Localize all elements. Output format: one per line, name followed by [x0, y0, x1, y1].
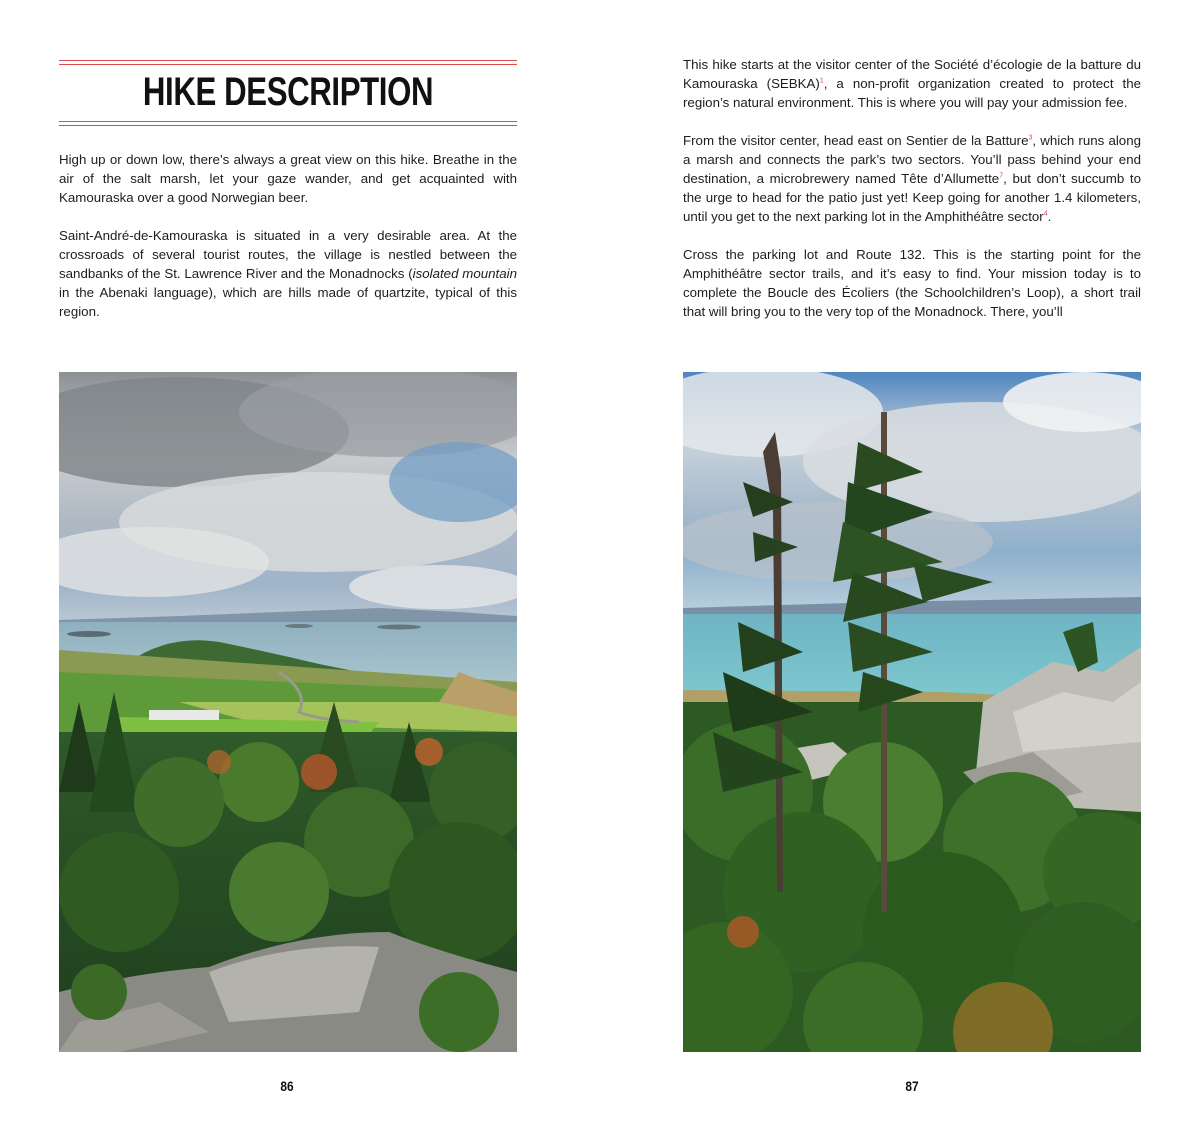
page-number-right: 87: [905, 1078, 919, 1094]
footnote-marker: 4: [1043, 210, 1048, 218]
route-text-d: .: [1047, 209, 1052, 224]
title-rule-bottom-1: [59, 121, 517, 122]
footnote-marker: 3: [1028, 134, 1033, 142]
village-text-b: in the Abenaki language), which are hills made of quartzite, typical of this region.: [59, 285, 517, 319]
left-body-text: [59, 150, 517, 340]
route-text-b: , which runs along a marsh and connects the park’s two sectors. You’ll pass behind your end destination, a microbrewery named Tête d’Allumette: [683, 133, 1141, 186]
visitor-center-paragraph: [683, 55, 1141, 112]
village-text-a: Saint-André-de-Kamouraska is situated in a very desirable area. At the crossroads of several tourist routes, the village is nestled between the sandbanks of the St. Lawrence River and the Monadnocks (: [59, 228, 517, 281]
village-text-italic: isolated mountain: [412, 266, 517, 281]
right-body-text: [683, 55, 1141, 340]
title-rule-bottom-2: [59, 125, 517, 126]
village-paragraph: [59, 226, 517, 321]
title-block: [59, 58, 517, 128]
trail-paragraph: Cross the parking lot and Route 132. This is the starting point for the Amphithéâtre sector trails, and it’s easy to find. Your mission today is to complete the Boucle des Écoliers (the Schoolchildren’s Loop), a short trail that will bring you to the very top of the Monadnock. There, you’ll: [683, 247, 1141, 319]
footnote-marker: 7: [999, 172, 1004, 180]
visitor-text-a: This hike starts at the visitor center of the Société d’écologie de la batture du Kamouraska (SEBKA): [683, 57, 1141, 91]
route-text-c: , but don’t succumb to the urge to head for the patio just yet! Keep going for another 1.4 kilometers, until you get to the next parking lot in the Amphithéâtre sector: [683, 171, 1141, 224]
page-title: HIKE DESCRIPTION: [142, 70, 434, 114]
forest-photo-right: [683, 372, 1141, 1052]
landscape-photo-left: [59, 372, 517, 1052]
page-number-left: 86: [280, 1078, 294, 1094]
route-text-a: From the visitor center, head east on Sentier de la Batture: [683, 133, 1029, 148]
intro-paragraph: High up or down low, there’s always a great view on this hike. Breathe in the air of the salt marsh, let your gaze wander, and get acquainted with Kamouraska over a good Norwegian beer.: [59, 152, 517, 205]
right-page: [600, 0, 1200, 1136]
visitor-text-b: , a non-profit organization created to protect the region’s natural environment. This is where you will pay your admission fee.: [683, 76, 1141, 110]
footnote-marker: 1: [819, 77, 824, 85]
route-paragraph: [683, 131, 1141, 226]
